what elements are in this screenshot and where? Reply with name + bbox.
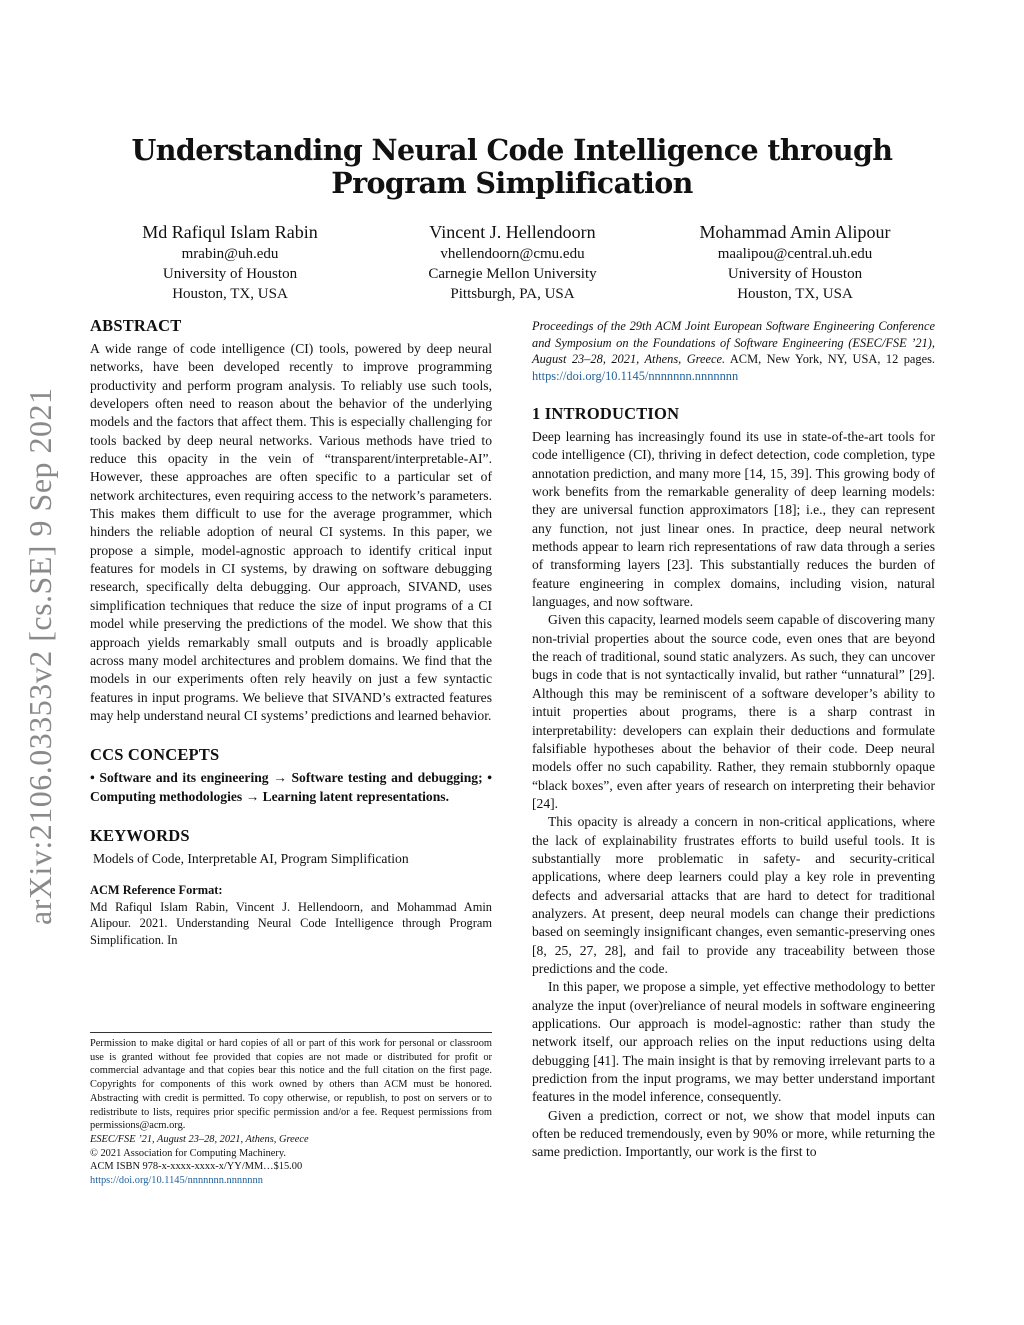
introduction-heading: 1 INTRODUCTION [532,404,680,423]
author-location: Houston, TX, USA [737,286,853,302]
right-column [532,318,935,1162]
keywords-heading: KEYWORDS [90,825,190,845]
doi-link[interactable]: https://doi.org/10.1145/nnnnnnn.nnnnnnn [90,1175,263,1187]
isbn: ACM ISBN 978-x-xxxx-xxxx-x/YY/MM…$15.00 [90,1161,303,1173]
author-location: Houston, TX, USA [172,286,288,302]
acm-ref-text [90,899,492,949]
abstract-text: A wide range of code intelligence (CI) tools, powered by deep neural networks, have been developed recently to improve programming productivity and perform program analysis. To reliably use such tools, developers often need to reason about the behavior of the underlying models and the factors that affect them. This is especially challenging for tools backed by deep neural networks. Various methods have tried to reduce this opacity in the vein of “transparent/interpretable-AI”. However, these approaches are often specific to a particular set of network architectures, even requiring access to the network’s parameters. This makes them difficult to use for the average programmer, which hinders the reliable adoption of neural CI systems. In this paper, we propose a simple, model-agnostic approach to identify critical input features for models in CI systems, by drawing on software debugging research, specifically delta debugging. Our approach, SIVAND, uses simplification techniques that reduce the size of input programs of a CI model while preserving the predictions of the model. We show that this approach yields remarkably small outputs and is broadly applicable across many model architectures and problem domains. We find that the models in our experiments often rely heavily on just a few syntactic features in input programs. We believe that SIVAND’s extracted features may help understand neural CI systems’ predictions and learned behavior. [90,341,492,723]
ccs-text: • Software and its engineering → Software testing and debugging; • Computing methodologies → Learning latent representations. [90,770,492,804]
author-affiliation: University of Houston [727,266,863,282]
permission-text: Permission to make digital or hard copies of all or part of this work for personal or classroom use is granted without fee provided that copies are not made or distributed for profit or commercial advantage and that copies bear this notice and the full citation on the first page. Copyrights for components of this work owned by others than ACM must be honored. Abstracting with credit is permitted. To copy otherwise, or republish, to post on servers or to redistribute to lists, requires prior specific permission and/or a fee. Request permissions from permissions@acm.org. [90,1038,492,1132]
conference-info: ESEC/FSE ’21, August 23–28, 2021, Athens, Greece [90,1133,309,1145]
author [90,220,370,304]
author-location: Pittsburgh, PA, USA [450,286,575,302]
acm-ref-heading: ACM Reference Format: [90,883,223,898]
author-affiliation: Carnegie Mellon University [428,266,597,282]
acm-ref-continued [532,318,935,384]
author [373,220,653,304]
arxiv-watermark: arXiv:2106.03353v2 [cs.SE] 9 Sep 2021 [22,387,58,925]
author-block [90,220,935,304]
ccs-heading: CCS CONCEPTS [90,745,220,765]
intro-paragraph: In this paper, we propose a simple, yet effective methodology to better analyze the input (over)reliance of neural models in software engineering applications. Our approach is model-agnostic: rather than study the network itself, our approach relies on the input reductions using delta debugging [41]. The main insight is that by removing irrelevant parts to a prediction from the input programs, we may better understand important features in the model inference, consequently. [532,979,935,1105]
left-column [90,316,492,948]
acm-ref-citation: Md Rafiqul Islam Rabin, Vincent J. Hellendoorn, and Mohammad Amin Alipour. 2021. Understanding Neural Code Intelligence through Program Simplification. In [90,899,492,947]
author [655,220,935,304]
author-affiliation: University of Houston [162,266,298,282]
intro-paragraph: This opacity is already a concern in non-critical applications, where the lack of explainability frustrates efforts to build useful tools. It is substantially more problematic in safety- and security-critical applications, where deep learners could play a key role in preventing defects and adversarial attacks that are hard to detect for traditional analyzers. At present, deep neural models can change their predictions based on seemingly insignificant changes, even semantic-preserving ones [8, 25, 27, 28], and fail to provide any traceability between those predictions and the code. [532,814,935,976]
paper-title: Understanding Neural Code Intelligence through Program Simplification [131,133,893,200]
intro-paragraph: Given a prediction, correct or not, we show that model inputs can often be reduced tremendously, even by 90% or more, while returning the same prediction. Importantly, our work is the first to [532,1107,935,1160]
copyright: © 2021 Association for Computing Machinery. [90,1147,286,1159]
keywords-text: Models of Code, Interpretable AI, Program Simplification [93,850,409,866]
author-email: maalipou@central.uh.edu [717,246,873,262]
intro-paragraph: Deep learning has increasingly found its use in state-of-the-art tools for code intelligence (CI), thriving in defect detection, code completion, type annotation prediction, and many more [14, 15, 39]. This growing body of work benefits from the remarkable generality of deep learning models: they are universal function approximators [18]; i.e., they can represent any function, not just linear ones. In practice, deep neural network methods appear to learn rich representations of raw data through a series of transforming layers [23]. This substantially reduces the burden of feature engineering in complex domains, including vision, natural languages, and now software. [532,429,935,610]
intro-paragraph: Given this capacity, learned models seem capable of discovering many non-trivial properties about the source code, even ones that are beyond the reach of traditional, sound static analyzers. As such, they can uncover bugs in code that is not syntactically invalid, but rather “unnatural” [29]. Although this may be reminiscent of a software developer’s ability to intuit properties about programs, there is a sharp contrast in interpretability: developers can explain their deductions and formulate falsifiable hypotheses about the behavior of their code. Deep neural models offer no such capability. Rather, they remain stubbornly opaque “black boxes”, even after years of research on interpreting their behavior [24]. [532,612,935,811]
author-name: Mohammad Amin Alipour [699,222,891,242]
acm-ref-doi-link[interactable]: https://doi.org/10.1145/nnnnnnn.nnnnnnn [532,368,739,383]
author-name: Md Rafiqul Islam Rabin [142,222,318,242]
author-email: vhellendoorn@cmu.edu [440,246,585,262]
permission-footnote [90,1032,492,1188]
abstract-heading: ABSTRACT [90,316,182,335]
acm-ref-tail: ACM, New York, NY, USA, 12 pages. [729,352,936,366]
author-name: Vincent J. Hellendoorn [429,222,596,242]
acm-ref-venue-cont: Proceedings of the 29th ACM Joint European Software Engineering Conference and Symposium on the Foundations of Software Engineering (ESEC/FSE ’21), August 23–28, 2021, Athens, Greece. [532,319,935,366]
author-email: mrabin@uh.edu [181,246,279,262]
